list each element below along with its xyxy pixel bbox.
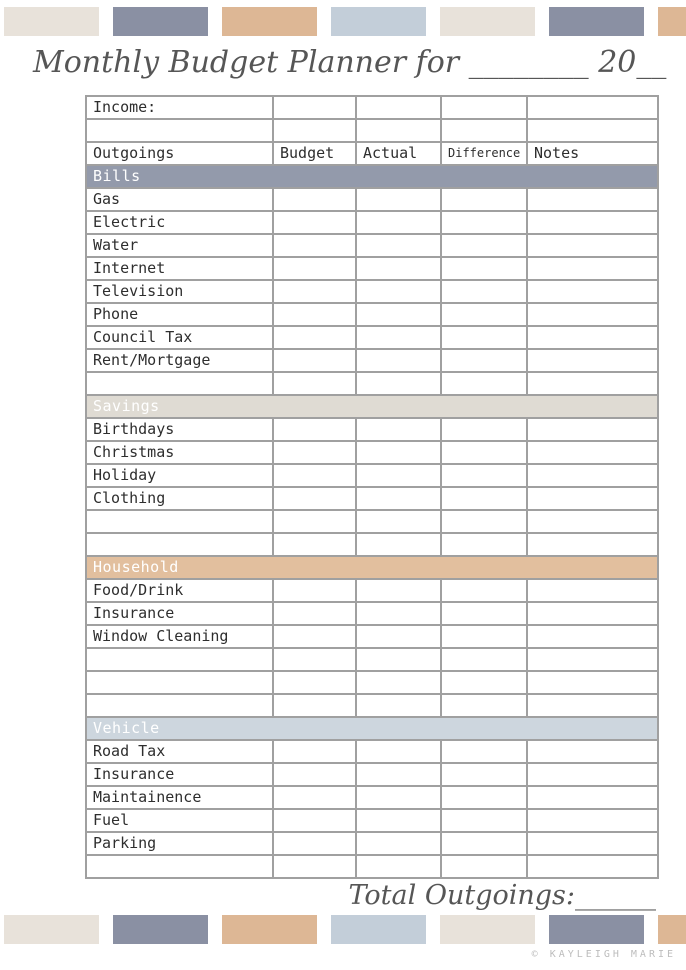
blank-cell — [273, 648, 356, 671]
value-cell — [273, 280, 356, 303]
item-row-internet — [86, 257, 658, 280]
item-row-maintainence — [86, 786, 658, 809]
item-label-cell: Birthdays — [86, 418, 273, 441]
item-label-cell: Water — [86, 234, 273, 257]
total-outgoings-label: Total Outgoings:______ — [348, 880, 656, 911]
value-cell — [356, 740, 441, 763]
stripe-block — [4, 915, 99, 944]
stripe-block — [549, 915, 644, 944]
value-cell — [273, 763, 356, 786]
section-header-savings: Savings — [86, 395, 658, 418]
item-row-fuel — [86, 809, 658, 832]
value-cell — [356, 211, 441, 234]
value-cell — [273, 464, 356, 487]
value-cell — [273, 211, 356, 234]
blank-cell — [86, 533, 273, 556]
stripe-block — [549, 7, 644, 36]
blank-cell — [527, 648, 658, 671]
value-cell — [273, 625, 356, 648]
value-cell — [273, 349, 356, 372]
blank-cell — [273, 372, 356, 395]
blank-cell — [356, 855, 441, 878]
item-row-phone — [86, 303, 658, 326]
value-cell — [527, 464, 658, 487]
value-cell — [356, 188, 441, 211]
value-cell — [356, 349, 441, 372]
blank-cell — [527, 372, 658, 395]
value-cell — [356, 579, 441, 602]
blank-cell — [441, 648, 527, 671]
blank-cell — [356, 671, 441, 694]
blank-row — [86, 694, 658, 717]
value-cell — [356, 832, 441, 855]
value-cell — [356, 234, 441, 257]
item-row-clothing — [86, 487, 658, 510]
value-cell — [527, 280, 658, 303]
value-cell — [527, 625, 658, 648]
item-label-cell: Television — [86, 280, 273, 303]
value-cell — [441, 786, 527, 809]
income-value-cell — [441, 96, 527, 119]
blank-row — [86, 372, 658, 395]
blank-cell — [441, 855, 527, 878]
income-value-cell — [356, 96, 441, 119]
section-bar-row-vehicle — [86, 717, 658, 740]
value-cell — [441, 809, 527, 832]
value-cell — [273, 303, 356, 326]
blank-cell — [527, 119, 658, 142]
value-cell — [527, 740, 658, 763]
value-cell — [356, 441, 441, 464]
value-cell — [441, 257, 527, 280]
blank-row — [86, 119, 658, 142]
item-label-cell: Holiday — [86, 464, 273, 487]
stripe-block — [440, 915, 535, 944]
item-row-gas — [86, 188, 658, 211]
blank-cell — [441, 694, 527, 717]
value-cell — [356, 625, 441, 648]
blank-cell — [527, 694, 658, 717]
value-cell — [273, 441, 356, 464]
item-label-cell: Insurance — [86, 602, 273, 625]
item-label-cell: Parking — [86, 832, 273, 855]
value-cell — [441, 441, 527, 464]
item-row-window-cleaning — [86, 625, 658, 648]
value-cell — [527, 211, 658, 234]
blank-cell — [356, 648, 441, 671]
value-cell — [356, 487, 441, 510]
value-cell — [527, 763, 658, 786]
value-cell — [441, 418, 527, 441]
value-cell — [441, 487, 527, 510]
value-cell — [527, 188, 658, 211]
column-header-budget: Budget — [273, 142, 356, 165]
item-label-cell: Insurance — [86, 763, 273, 786]
copyright-text: © KAYLEIGH MARIE — [531, 949, 676, 960]
budget-table — [85, 95, 659, 879]
section-header-household: Household — [86, 556, 658, 579]
blank-cell — [527, 510, 658, 533]
value-cell — [527, 832, 658, 855]
value-cell — [273, 257, 356, 280]
item-row-holiday — [86, 464, 658, 487]
item-row-parking — [86, 832, 658, 855]
item-label-cell: Rent/Mortgage — [86, 349, 273, 372]
column-header-notes: Notes — [527, 142, 658, 165]
item-row-insurance — [86, 763, 658, 786]
section-bar-row-savings — [86, 395, 658, 418]
blank-cell — [356, 372, 441, 395]
value-cell — [356, 280, 441, 303]
value-cell — [273, 326, 356, 349]
blank-row — [86, 510, 658, 533]
item-label-cell: Road Tax — [86, 740, 273, 763]
value-cell — [527, 579, 658, 602]
blank-cell — [273, 855, 356, 878]
section-header-vehicle: Vehicle — [86, 717, 658, 740]
page-title: Monthly Budget Planner for ________ 20__ — [33, 45, 667, 80]
blank-cell — [86, 510, 273, 533]
blank-cell — [86, 372, 273, 395]
income-row — [86, 96, 658, 119]
income-value-cell — [273, 96, 356, 119]
value-cell — [273, 786, 356, 809]
item-label-cell: Food/Drink — [86, 579, 273, 602]
item-row-christmas — [86, 441, 658, 464]
value-cell — [441, 740, 527, 763]
blank-cell — [86, 694, 273, 717]
blank-row — [86, 855, 658, 878]
budget-table-body — [86, 96, 658, 878]
column-header-row — [86, 142, 658, 165]
value-cell — [273, 832, 356, 855]
blank-row — [86, 648, 658, 671]
value-cell — [441, 280, 527, 303]
decorative-stripe-bottom — [4, 915, 686, 944]
blank-cell — [527, 855, 658, 878]
value-cell — [527, 809, 658, 832]
section-header-bills: Bills — [86, 165, 658, 188]
blank-cell — [441, 671, 527, 694]
value-cell — [527, 602, 658, 625]
item-label-cell: Gas — [86, 188, 273, 211]
value-cell — [356, 809, 441, 832]
value-cell — [273, 234, 356, 257]
value-cell — [527, 349, 658, 372]
value-cell — [273, 487, 356, 510]
value-cell — [441, 303, 527, 326]
value-cell — [441, 188, 527, 211]
value-cell — [441, 763, 527, 786]
value-cell — [527, 786, 658, 809]
item-row-council-tax — [86, 326, 658, 349]
decorative-stripe-top — [4, 0, 686, 36]
stripe-block — [331, 7, 426, 36]
item-row-electric — [86, 211, 658, 234]
stripe-block — [222, 7, 317, 36]
item-row-road-tax — [86, 740, 658, 763]
value-cell — [356, 464, 441, 487]
blank-cell — [527, 533, 658, 556]
value-cell — [441, 832, 527, 855]
blank-cell — [441, 510, 527, 533]
stripe-block — [4, 7, 99, 36]
column-header-difference: Difference — [441, 142, 527, 165]
blank-cell — [86, 671, 273, 694]
value-cell — [441, 464, 527, 487]
value-cell — [273, 418, 356, 441]
item-label-cell: Electric — [86, 211, 273, 234]
value-cell — [356, 303, 441, 326]
value-cell — [356, 786, 441, 809]
value-cell — [441, 234, 527, 257]
value-cell — [527, 234, 658, 257]
value-cell — [356, 257, 441, 280]
item-row-birthdays — [86, 418, 658, 441]
value-cell — [273, 809, 356, 832]
blank-cell — [86, 855, 273, 878]
value-cell — [356, 763, 441, 786]
blank-cell — [441, 533, 527, 556]
value-cell — [273, 579, 356, 602]
blank-cell — [273, 671, 356, 694]
value-cell — [441, 349, 527, 372]
section-bar-row-bills — [86, 165, 658, 188]
item-label-cell: Phone — [86, 303, 273, 326]
blank-row — [86, 533, 658, 556]
blank-cell — [273, 119, 356, 142]
item-row-television — [86, 280, 658, 303]
value-cell — [273, 602, 356, 625]
section-bar-row-household — [86, 556, 658, 579]
item-row-food-drink — [86, 579, 658, 602]
stripe-block — [658, 7, 686, 36]
value-cell — [273, 740, 356, 763]
value-cell — [527, 326, 658, 349]
blank-cell — [273, 510, 356, 533]
blank-cell — [273, 694, 356, 717]
value-cell — [527, 418, 658, 441]
column-header-outgoings: Outgoings — [86, 142, 273, 165]
value-cell — [356, 602, 441, 625]
value-cell — [441, 602, 527, 625]
value-cell — [441, 579, 527, 602]
blank-cell — [441, 372, 527, 395]
item-label-cell: Council Tax — [86, 326, 273, 349]
value-cell — [356, 418, 441, 441]
value-cell — [527, 303, 658, 326]
blank-cell — [356, 694, 441, 717]
blank-cell — [356, 510, 441, 533]
value-cell — [527, 441, 658, 464]
item-row-water — [86, 234, 658, 257]
blank-cell — [356, 533, 441, 556]
item-label-cell: Fuel — [86, 809, 273, 832]
value-cell — [441, 625, 527, 648]
stripe-block — [222, 915, 317, 944]
value-cell — [356, 326, 441, 349]
item-label-cell: Christmas — [86, 441, 273, 464]
item-row-insurance — [86, 602, 658, 625]
item-label-cell: Clothing — [86, 487, 273, 510]
blank-cell — [527, 671, 658, 694]
stripe-block — [658, 915, 686, 944]
column-header-actual: Actual — [356, 142, 441, 165]
income-value-cell — [527, 96, 658, 119]
value-cell — [527, 487, 658, 510]
value-cell — [527, 257, 658, 280]
blank-cell — [86, 648, 273, 671]
blank-cell — [273, 533, 356, 556]
stripe-block — [113, 915, 208, 944]
value-cell — [441, 211, 527, 234]
stripe-block — [440, 7, 535, 36]
value-cell — [273, 188, 356, 211]
stripe-block — [113, 7, 208, 36]
blank-cell — [86, 119, 273, 142]
blank-cell — [356, 119, 441, 142]
stripe-block — [331, 915, 426, 944]
item-label-cell: Window Cleaning — [86, 625, 273, 648]
value-cell — [441, 326, 527, 349]
blank-row — [86, 671, 658, 694]
item-row-rent-mortgage — [86, 349, 658, 372]
income-label-cell: Income: — [86, 96, 273, 119]
item-label-cell: Maintainence — [86, 786, 273, 809]
item-label-cell: Internet — [86, 257, 273, 280]
blank-cell — [441, 119, 527, 142]
